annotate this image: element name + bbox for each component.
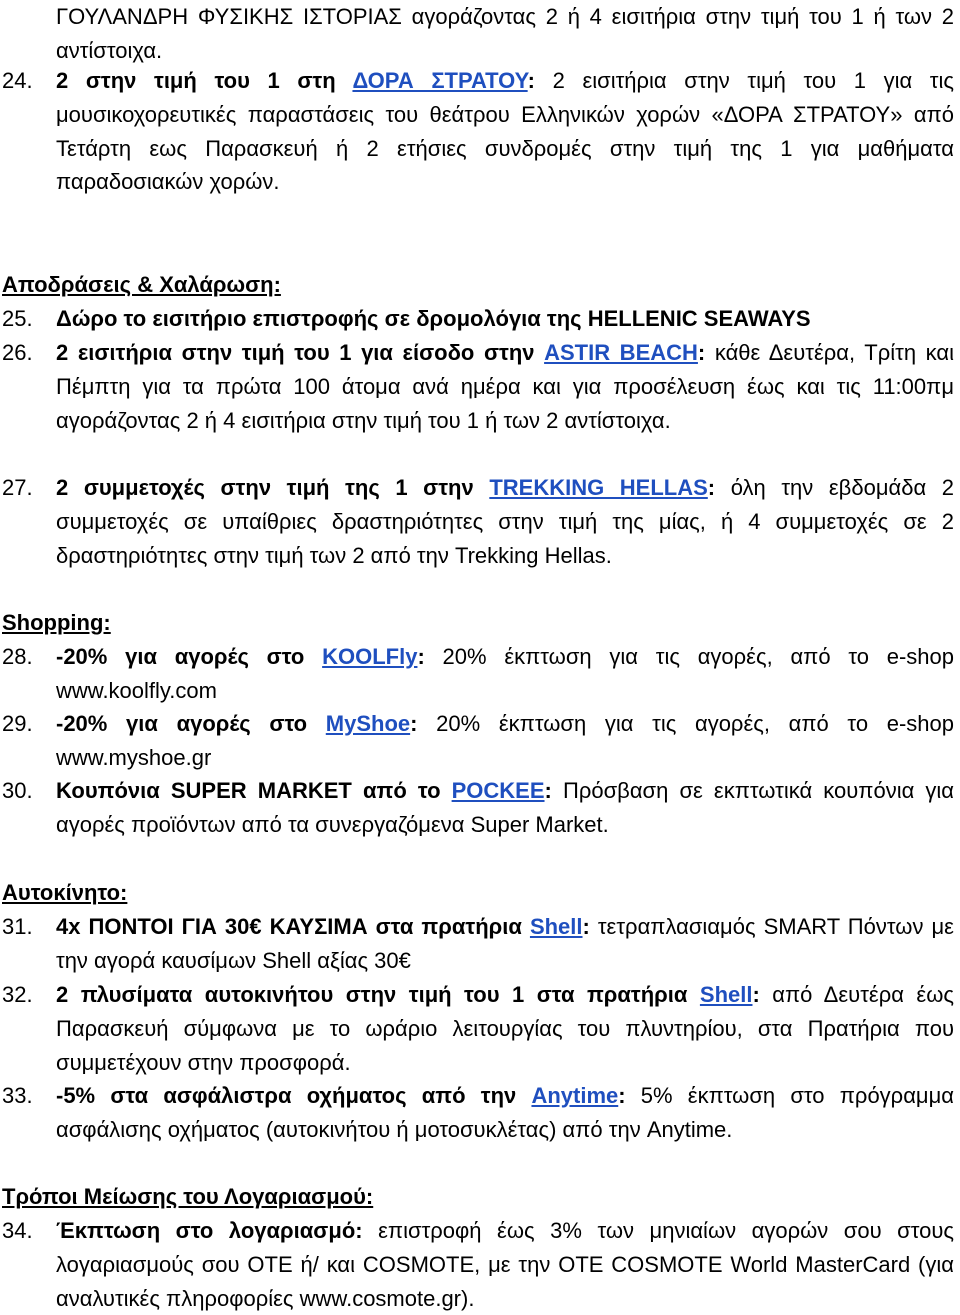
list-item-23-continued [0, 0, 954, 68]
list-item-26 [0, 336, 954, 437]
item-text [56, 64, 954, 199]
offer-title: Έκπτωση στο λογαριασμό: [56, 1218, 363, 1243]
item-text [56, 336, 954, 437]
offer-title: -5% στα ασφάλιστρα οχήματος από την [56, 1083, 532, 1108]
offer-title: 2 συμμετοχές στην τιμή της 1 στην [56, 475, 490, 500]
item-number: 31. [2, 914, 33, 939]
item-text [56, 707, 954, 775]
section-heading-bill: Τρόποι Μείωσης του Λογαριασμού: [2, 1184, 374, 1209]
offer-description: όλη την εβδομάδα 2 συμμετοχές σε υπαίθριες δραστηριότητες στην τιμή της μίας, ή 4 συμμετοχές σε 2 δραστηριότητες στην τιμή των 2 από την Trekking Hellas. [56, 475, 955, 568]
link-astir-beach[interactable]: ASTIR BEACH [544, 340, 698, 365]
item-number: 30. [2, 778, 33, 803]
offer-title: Δώρο το εισιτήριο επιστροφής σε δρομολόγια της HELLENIC SEAWAYS [56, 306, 811, 331]
link-myshoe[interactable]: MyShoe [325, 711, 411, 736]
item-text [56, 774, 954, 842]
offer-title: -20% για αγορές στο [56, 644, 323, 669]
item-number: 29. [2, 711, 33, 736]
item-number: 24. [2, 68, 33, 93]
list-item-28 [0, 640, 954, 708]
section-heading-shopping: Shopping: [2, 610, 111, 635]
offer-description: 20% έκπτωση για τις αγορές, από το e-shop www.koolfly.com [56, 644, 954, 703]
colon: : [618, 1083, 626, 1108]
offer-description: 20% έκπτωση για τις αγορές, από το e-shop www.myshoe.gr [56, 711, 954, 770]
offer-title: 2 πλυσίματα αυτοκινήτου στην τιμή του 1 στα πρατήρια [56, 982, 700, 1007]
item-text [56, 640, 954, 708]
link-trekking-hellas[interactable]: TREKKING HELLAS [489, 475, 708, 500]
item-text: ΓΟΥΛΑΝΔΡΗ ΦΥΣΙΚΗΣ ΙΣΤΟΡΙΑΣ αγοράζοντας 2 ή 4 εισιτήρια στην τιμή του 1 ή των 2 αντίστοιχα. [56, 4, 954, 63]
item-text [56, 471, 954, 572]
offer-title: 4x ΠΟΝΤΟΙ ΓΙΑ 30€ ΚΑΥΣΙΜΑ στα πρατήρια [56, 914, 530, 939]
colon: : [417, 644, 425, 669]
link-anytime[interactable]: Anytime [531, 1083, 619, 1108]
colon: : [707, 475, 716, 500]
colon: : [752, 982, 760, 1007]
link-koolfly[interactable]: KOOLFly [322, 644, 418, 669]
item-number: 33. [2, 1083, 33, 1108]
offer-description: 2 εισιτήρια στην τιμή του 1 για τις μουσικοχορευτικές παραστάσεις του θεάτρου Ελληνικών χορών «ΔΟΡΑ ΣΤΡΑΤΟΥ» από Τετάρτη εως Παρασκευή ή 2 ετήσιες συνδρομές στην τιμή της 1 για μαθήματα παραδοσιακών χορών. [56, 68, 954, 195]
offer-description: Πρόσβαση σε εκπτωτικά κουπόνια για αγορές προϊόντων από τα συνεργαζόμενα Super Market. [56, 778, 954, 837]
colon: : [544, 778, 552, 803]
offer-description: 5% έκπτωση στο πρόγραμμα ασφάλισης οχήματος (αυτοκινήτου ή μοτοσυκλέτας) από την Anytime. [56, 1083, 954, 1142]
link-dora-stratou[interactable]: ΔΟΡΑ ΣΤΡΑΤΟΥ [352, 68, 528, 93]
colon: : [582, 914, 590, 939]
offer-title: -20% για αγορές στο [56, 711, 326, 736]
item-text [56, 978, 954, 1079]
offer-description: επιστροφή έως 3% των μηνιαίων αγορών σου στους λογαριασμούς σου OTE ή/ και COSMOTE, με την OTE COSMOTE World MasterCard (για αναλυτικές πληροφορίες www.cosmote.gr). [56, 1218, 954, 1311]
offer-title: 2 εισιτήρια στην τιμή του 1 για είσοδο στην [56, 340, 545, 365]
list-item-33 [0, 1079, 954, 1147]
item-number: 34. [2, 1218, 33, 1243]
item-number: 32. [2, 982, 33, 1007]
link-pockee[interactable]: POCKEE [451, 778, 545, 803]
list-item-29 [0, 707, 954, 775]
item-number: 28. [2, 644, 33, 669]
list-item-34 [0, 1214, 954, 1315]
offer-description: κάθε Δευτέρα, Τρίτη και Πέμπτη για τα πρώτα 100 άτομα ανά ημέρα και για προσέλευση έως και τις 11:00πμ αγοράζοντας 2 ή 4 εισιτήρια στην τιμή του 1 ή των 2 αντίστοιχα. [56, 340, 954, 433]
item-number: 25. [2, 306, 33, 331]
list-item-24 [0, 64, 954, 199]
list-item-27 [0, 471, 954, 572]
offer-description: τετραπλασιαμός SMART Πόντων με την αγορά καυσίμων Shell αξίας 30€ [56, 914, 954, 973]
colon: : [410, 711, 418, 736]
link-shell[interactable]: Shell [699, 982, 753, 1007]
item-number: 26. [2, 340, 33, 365]
colon: : [697, 340, 706, 365]
list-item-25 [0, 302, 954, 336]
section-heading-escapes: Αποδράσεις & Χαλάρωση: [2, 272, 281, 297]
item-number: 27. [2, 475, 33, 500]
item-text [56, 302, 954, 336]
list-item-32 [0, 978, 954, 1079]
list-item-30 [0, 774, 954, 842]
item-text [56, 910, 954, 978]
offer-title: Κουπόνια SUPER MARKET από το [56, 778, 452, 803]
item-text [56, 1214, 954, 1315]
item-text [56, 1079, 954, 1147]
colon: : [527, 68, 535, 93]
section-heading-car: Αυτοκίνητο: [2, 880, 128, 905]
offer-description: από Δευτέρα έως Παρασκευή σύμφωνα με το ωράριο λειτουργίας του πλυντηρίου, στα Πρατήρια που συμμετέχουν στην προσφορά. [56, 982, 955, 1075]
list-item-31 [0, 910, 954, 978]
link-shell[interactable]: Shell [529, 914, 583, 939]
offer-title: 2 στην τιμή του 1 στη [56, 68, 353, 93]
